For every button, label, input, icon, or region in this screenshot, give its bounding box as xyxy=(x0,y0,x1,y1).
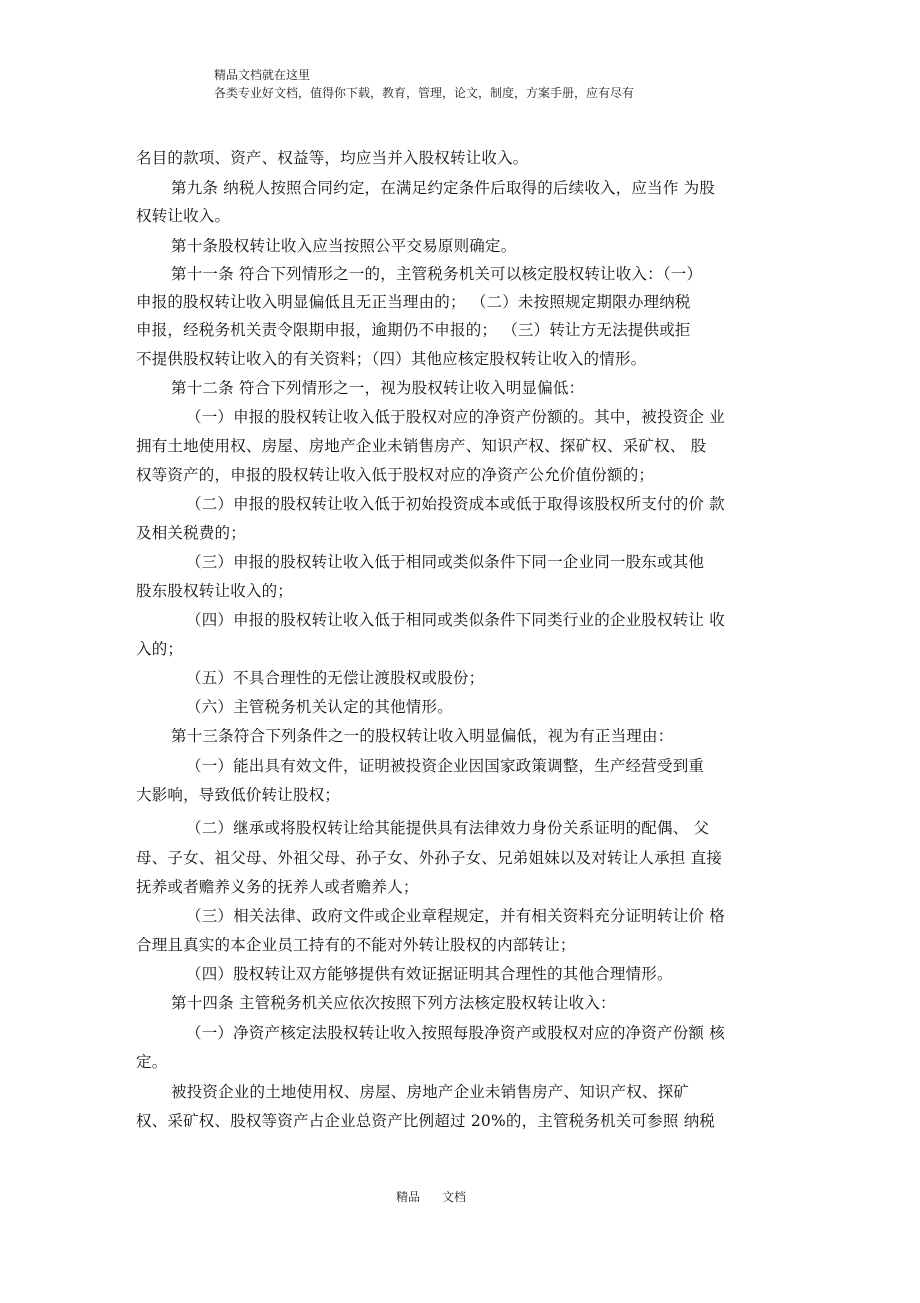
text-line: 第十三条符合下列条件之一的股权转让收入明显偏低，视为有正当理由： xyxy=(171,727,674,745)
text-line: 被投资企业的土地使用权、房屋、房地产企业未销售房产、知识产权、探矿 xyxy=(171,1083,690,1101)
header-line-1: 精品文档就在这里 xyxy=(214,68,311,82)
text-line: 股东股权转让收入的； xyxy=(136,582,294,600)
text-line: 及相关税费的； xyxy=(136,524,246,542)
text-line: 权转让收入。 xyxy=(136,207,231,225)
text-line: （二）继承或将股权转让给其能提供具有法律效力身份关系证明的配偶、 父 xyxy=(186,819,710,837)
text-line: 合理且真实的本企业员工持有的不能对外转让股权的内部转让； xyxy=(136,936,576,954)
text-line: （一）净资产核定法股权转让收入按照每股净资产或股权对应的净资产份额 核 xyxy=(186,1024,725,1042)
text-line: （四）股权转让双方能够提供有效证据证明其合理性的其他合理情形。 xyxy=(186,965,673,983)
footer-right: 文档 xyxy=(442,1190,467,1204)
text-line: 定。 xyxy=(136,1053,168,1071)
footer-left: 精品 xyxy=(396,1190,421,1204)
text-line: （二）申报的股权转让收入低于初始投资成本或低于取得该股权所支付的价 款 xyxy=(186,495,725,513)
text-line: 第九条 纳税人按照合同约定，在满足约定条件后取得的后续收入，应当作 为股 xyxy=(171,179,716,197)
text-line: 大影响，导致低价转让股权； xyxy=(136,786,341,804)
text-line: （五）不具合理性的无偿让渡股权或股份； xyxy=(186,669,485,687)
text-line: （三）申报的股权转让收入低于相同或类似条件下同一企业同一股东或其他 xyxy=(186,553,705,571)
text-line: 第十四条 主管税务机关应依次按照下列方法核定股权转让收入： xyxy=(171,994,616,1012)
text-line: 拥有土地使用权、房屋、房地产企业未销售房产、知识产权、探矿权、采矿权、 股 xyxy=(136,437,707,455)
text-line: 第十一条 符合下列情形之一的，主管税务机关可以核定股权转让收入：（一） xyxy=(171,265,703,283)
text-line: （一）能出具有效文件，证明被投资企业因国家政策调整，生产经营受到重 xyxy=(186,757,705,775)
header-line-2: 各类专业好文档，值得你下载，教育，管理，论文，制度，方案手册，应有尽有 xyxy=(214,86,635,100)
text-line: （一）申报的股权转让收入低于股权对应的净资产份额的。其中，被投资企 业 xyxy=(186,408,725,426)
text-line: 抚养或者赡养义务的抚养人或者赡养人； xyxy=(136,878,419,896)
text-line: 入的； xyxy=(136,640,184,658)
text-line: 申报的股权转让收入明显偏低且无正当理由的； （二）未按照规定期限办理纳税 xyxy=(136,293,691,311)
text-line: （六）主管税务机关认定的其他情形。 xyxy=(186,698,453,716)
text-line: 第十二条 符合下列情形之一，视为股权转让收入明显偏低： xyxy=(171,379,585,397)
text-line: （三）相关法律、政府文件或企业章程规定，并有相关资料充分证明转让价 格 xyxy=(186,907,725,925)
text-line: 权等资产的，申报的股权转让收入低于股权对应的净资产公允价值份额的； xyxy=(136,466,655,484)
text-line: （四）申报的股权转让收入低于相同或类似条件下同类行业的企业股权转让 收 xyxy=(186,611,725,629)
text-line: 名目的款项、资产、权益等，均应当并入股权转让收入。 xyxy=(136,149,529,167)
text-line: 不提供股权转让收入的有关资料；（四）其他应核定股权转让收入的情形。 xyxy=(136,350,647,368)
text-line: 第十条股权转让收入应当按照公平交易原则确定。 xyxy=(171,237,517,255)
text-line: 母、子女、祖父母、外祖父母、孙子女、外孙子女、兄弟姐妹以及对转让人承担 直接 xyxy=(136,849,723,867)
text-line: 权、采矿权、股权等资产占企业总资产比例超过 20%的，主管税务机关可参照 纳税 xyxy=(136,1112,716,1130)
text-line: 申报，经税务机关责令限期申报，逾期仍不申报的； （三）转让方无法提供或拒 xyxy=(136,321,691,339)
